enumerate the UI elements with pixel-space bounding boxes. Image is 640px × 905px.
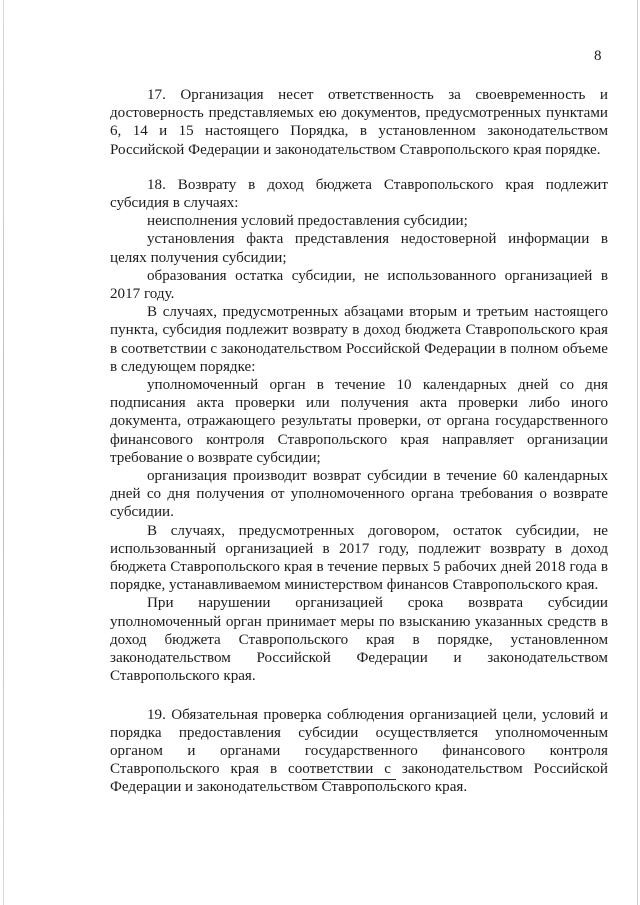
paragraph-18-step-2: организация производит возврат субсидии в течение 60 календарных дней со дня получения от уполномоченного органа требования о возврате субсидии. bbox=[110, 468, 608, 521]
page-number: 8 bbox=[594, 48, 602, 64]
document-body bbox=[110, 86, 608, 797]
page-right-edge bbox=[637, 0, 638, 905]
page-left-edge bbox=[3, 0, 4, 905]
paragraph-18-contract-remainder: В случаях, предусмотренных договором, остаток субсидии, не использованный организацией в 2017 году, подлежит возврату в доход бюджета Ставропольского края в течение первых 5 рабочих дней 2018 года в порядке, устанавливаемом министерством финансов Ставропольского края. bbox=[110, 522, 608, 594]
paragraph-18-violation: При нарушении организацией срока возврата субсидии уполномоченный орган принимает меры по взысканию указанных средств в доход бюджета Ставропольского края в порядке, установленном законодательством Российской Федерации и законодательством Ставропольского края. bbox=[110, 595, 608, 685]
paragraph-18-case-3: образования остатка субсидии, не использованного организацией в 2017 году. bbox=[110, 267, 608, 303]
paragraph-18-step-1: уполномоченный орган в течение 10 календарных дней со дня подписания акта проверки или получения акта проверки либо иного документа, отражающего результаты проверки, от органа государственного финансового контроля Ставропольского края направляет организации требование о возврате субсидии; bbox=[110, 377, 608, 466]
paragraph-18-case-1: неисполнения условий предоставления субсидии; bbox=[147, 213, 468, 230]
end-rule bbox=[302, 779, 396, 780]
paragraph-18-case-2: установления факта представления недостоверной информации в целях получения субсидии; bbox=[110, 231, 608, 266]
paragraph-17: 17. Организация несет ответственность за своевременность и достоверность представляемых ею документов, предусмотренных пунктами 6, 14 и 15 настоящего Порядка, в установленном законодательством Российской Федерации и законодательством Ставропольского края порядке. bbox=[110, 87, 608, 158]
paragraph-18-return-order: В случаях, предусмотренных абзацами вторым и третьим настоящего пункта, субсидия подлежит возврату в доход бюджета Ставропольского края в соответствии с законодательством Российской Федерации в полном объеме в следующем порядке: bbox=[110, 304, 608, 375]
paragraph-18: 18. Возврату в доход бюджета Ставропольского края подлежит субсидия в случаях: bbox=[110, 176, 608, 212]
paragraph-19: 19. Обязательная проверка соблюдения организацией цели, условий и порядка предоставления субсидии осуществляется уполномоченным органом и органами государственного финансового контроля Ставропольского края в соответствии с законодательством Российской Федерации и законодательством Ставропольского края. bbox=[110, 706, 608, 796]
